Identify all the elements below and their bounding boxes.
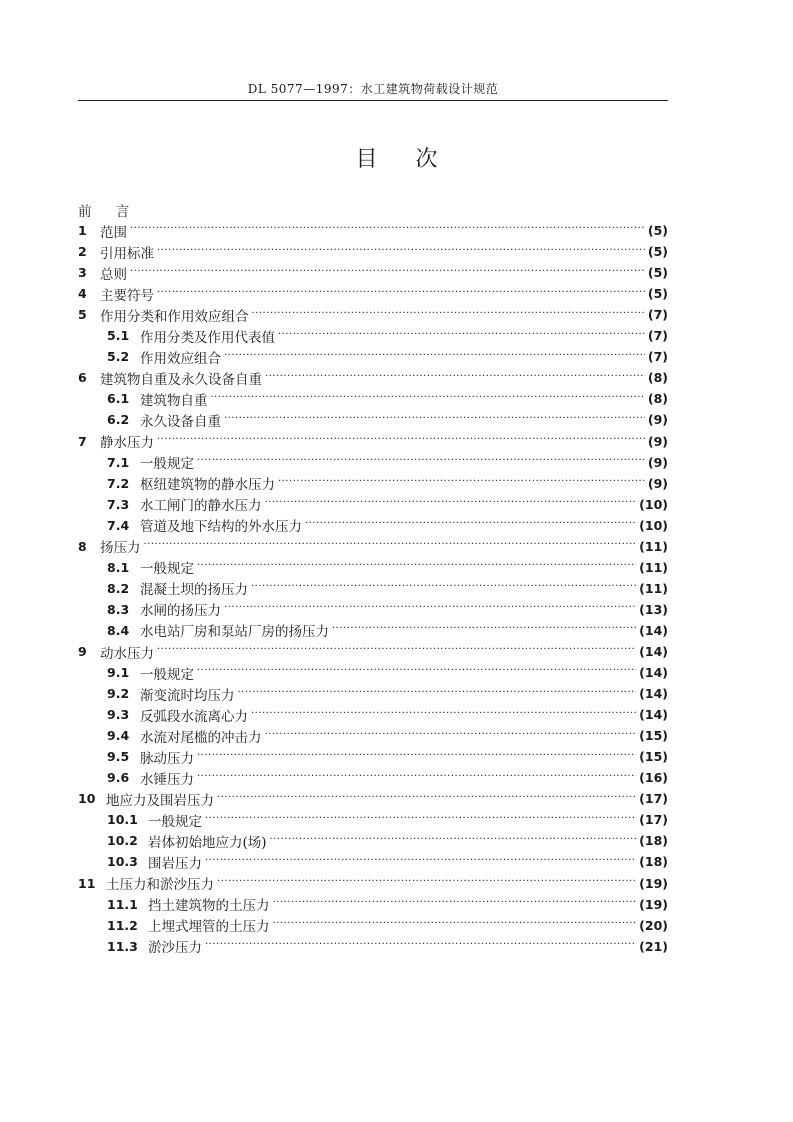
toc-entry[interactable] [78,557,668,578]
toc-entry-label: 扬压力 [100,540,141,557]
toc-entry-page: (9) [647,412,668,428]
toc-entry-number: 8 [78,538,87,554]
toc-entry[interactable] [78,578,668,599]
toc-entry-label: 一般规定 [140,561,194,578]
toc-entry[interactable] [78,641,668,662]
toc-entry-page: (11) [639,559,668,575]
toc-entry-page: (7) [647,328,668,344]
toc-entry-number: 7 [78,433,87,449]
toc-entries [78,220,668,957]
toc-entry-page: (15) [639,728,668,744]
toc-entry-page: (9) [647,433,668,449]
dot-leader [270,833,637,849]
toc-entry-number: 10 [78,791,96,807]
toc-entry-page: (17) [639,812,668,828]
dot-leader [197,559,636,575]
toc-entry-label: 总则 [100,266,127,283]
toc-entry-label: 一般规定 [148,813,202,830]
toc-entry-page: (20) [639,917,668,933]
toc-entry-label: 水电站厂房和泵站厂房的扬压力 [140,624,329,641]
dot-leader [251,707,636,723]
toc-entry-label: 脉动压力 [140,750,194,767]
toc-entry-label: 管道及地下结构的外水压力 [140,519,302,536]
dot-leader [157,244,645,260]
toc-entry-number: 10.3 [107,854,138,870]
dot-leader [273,917,637,933]
toc-entry-page: (5) [647,223,668,239]
toc-entry-page: (16) [639,770,668,786]
dot-leader [265,370,645,386]
toc-entry-page: (14) [639,665,668,681]
toc-entry-label: 挡土建筑物的土压力 [148,898,270,915]
dot-leader [265,496,637,512]
toc-entry-label: 建筑物自重 [140,392,208,409]
toc-entry-label: 范围 [100,224,127,241]
toc-entry-page: (9) [647,454,668,470]
toc-entry-label: 渐变流时均压力 [140,687,235,704]
toc-entry-number: 5.2 [107,349,130,365]
toc-entry-number: 9.6 [107,770,130,786]
dot-leader [211,391,645,407]
toc-entry-page: (17) [639,791,668,807]
dot-leader [205,938,636,954]
toc-entry-page: (14) [639,686,668,702]
toc-entry-page: (7) [647,307,668,323]
toc-entry-label: 一般规定 [140,666,194,683]
toc-entry-label: 混凝土坝的扬压力 [140,582,248,599]
toc-entry[interactable] [78,473,668,494]
dot-leader [278,475,645,491]
dot-leader [251,580,636,596]
toc-entry-label: 作用分类及作用代表值 [140,329,275,346]
toc-entry-number: 5.1 [107,328,130,344]
dot-leader [224,412,645,428]
toc-entry-page: (19) [639,896,668,912]
toc-entry[interactable] [78,683,668,704]
toc-entry[interactable] [78,409,668,430]
toc-entry-number: 6.2 [107,412,130,428]
dot-leader [157,433,645,449]
toc-entry-number: 11 [78,875,96,891]
toc-entry-page: (11) [639,538,668,554]
toc-entry[interactable] [78,830,668,851]
dot-leader [197,664,636,680]
toc-preface[interactable] [78,199,668,220]
dot-leader [157,643,636,659]
toc-entry-label: 土压力和淤沙压力 [106,877,214,894]
toc-entry-page: (14) [639,622,668,638]
table-of-contents [78,199,668,957]
toc-entry[interactable] [78,241,668,262]
toc-entry[interactable] [78,325,668,346]
toc-entry-label: 围岩压力 [148,855,202,872]
toc-entry[interactable] [78,894,668,915]
toc-entry-number: 9.3 [107,707,130,723]
toc-entry[interactable] [78,536,668,557]
dot-leader [252,307,645,323]
toc-entry-label: 作用分类和作用效应组合 [100,308,249,325]
toc-entry[interactable] [78,304,668,325]
toc-entry-page: (21) [639,938,668,954]
dot-leader [205,812,636,828]
toc-entry-number: 9.5 [107,749,130,765]
toc-entry-label: 地应力及围岩压力 [106,792,214,809]
toc-entry-number: 7.1 [107,454,130,470]
toc-entry-page: (5) [647,286,668,302]
toc-entry[interactable] [78,725,668,746]
dot-leader [224,349,645,365]
toc-entry-page: (7) [647,349,668,365]
toc-entry[interactable] [78,915,668,936]
toc-entry[interactable] [78,746,668,767]
toc-entry-number: 9.4 [107,728,130,744]
toc-entry-label: 枢纽建筑物的静水压力 [140,477,275,494]
toc-entry-label: 水工闸门的静水压力 [140,498,262,515]
toc-entry-page: (18) [639,833,668,849]
dot-leader [278,328,645,344]
toc-entry-page: (8) [647,391,668,407]
dot-leader [205,854,636,870]
toc-entry-number: 8.1 [107,559,130,575]
toc-entry[interactable] [78,704,668,725]
toc-entry-label: 一般规定 [140,456,194,473]
toc-entry-number: 2 [78,244,87,260]
toc-entry-number: 6.1 [107,391,130,407]
toc-entry[interactable] [78,431,668,452]
toc-entry-label: 淤沙压力 [148,940,202,957]
dot-leader [197,454,645,470]
toc-entry-label: 水锤压力 [140,771,194,788]
toc-entry[interactable] [78,788,668,809]
toc-entry-number: 8.3 [107,601,130,617]
toc-entry-number: 9.2 [107,686,130,702]
toc-entry-number: 10.1 [107,812,138,828]
toc-entry[interactable] [78,599,668,620]
toc-entry[interactable] [78,452,668,473]
dot-leader [130,265,645,281]
toc-entry[interactable] [78,346,668,367]
toc-entry-number: 9 [78,644,87,659]
toc-entry[interactable] [78,662,668,683]
toc-entry[interactable] [78,367,668,388]
toc-entry[interactable] [78,767,668,788]
toc-entry-page: (9) [647,475,668,491]
running-header: DL 5077—1997：水工建筑物荷载设计规范 [247,82,499,96]
toc-entry-number: 7.2 [107,475,130,491]
toc-entry-number: 7.4 [107,517,130,533]
header-rule [78,100,668,101]
toc-entry-page: (13) [639,601,668,617]
toc-entry-page: (8) [647,370,668,386]
toc-entry-page: (10) [639,517,668,533]
toc-entry-label: 岩体初始地应力(场) [148,834,267,851]
dot-leader [197,770,636,786]
toc-entry-number: 7.3 [107,496,130,512]
toc-entry-number: 3 [78,265,87,281]
toc-entry-page: (5) [647,244,668,260]
toc-entry-label: 水流对尾槛的冲击力 [140,729,262,746]
toc-entry-number: 8.4 [107,622,130,638]
toc-entry-number: 11.2 [107,917,138,933]
dot-leader [197,749,636,765]
toc-entry[interactable] [78,515,668,536]
toc-entry-number: 9.1 [107,665,130,681]
toc-entry-label: 静水压力 [100,435,154,452]
toc-entry-page: (11) [639,580,668,596]
dot-leader [265,728,637,744]
toc-entry-page: (5) [647,265,668,281]
toc-entry-number: 6 [78,370,87,386]
toc-entry-page: (10) [639,496,668,512]
page-title: 目次 [355,147,476,172]
dot-leader [144,538,637,554]
toc-entry-label: 作用效应组合 [140,350,221,367]
toc-entry-label: 反弧段水流离心力 [140,708,248,725]
dot-leader [273,896,637,912]
toc-entry-number: 10.2 [107,833,138,849]
toc-entry-label: 上埋式埋管的土压力 [148,919,270,936]
toc-entry-number: 5 [78,307,87,323]
dot-leader [224,601,636,617]
toc-preface-label: 前 言 [78,203,140,220]
toc-entry-label: 引用标准 [100,245,154,262]
toc-entry[interactable] [78,873,668,894]
toc-entry-number: 8.2 [107,580,130,596]
toc-entry-page: (14) [639,707,668,723]
dot-leader [238,686,637,702]
toc-entry[interactable] [78,851,668,872]
toc-entry[interactable] [78,809,668,830]
toc-entry-page: (14) [639,644,668,659]
dot-leader [217,875,636,891]
toc-entry-number: 4 [78,286,87,302]
dot-leader [305,517,636,533]
toc-entry[interactable] [78,283,668,304]
dot-leader [217,791,636,807]
toc-entry-page: (19) [639,875,668,891]
toc-entry-number: 1 [78,223,87,239]
toc-entry-label: 建筑物自重及永久设备自重 [100,371,262,388]
toc-entry[interactable] [78,620,668,641]
dot-leader [130,222,645,238]
toc-entry-label: 水闸的扬压力 [140,603,221,620]
dot-leader [157,286,645,302]
toc-entry[interactable] [78,388,668,409]
toc-entry[interactable] [78,220,668,241]
toc-entry-label: 动水压力 [100,645,154,662]
toc-entry[interactable] [78,936,668,957]
toc-entry-number: 11.3 [107,938,138,954]
dot-leader [332,622,636,638]
toc-entry-page: (15) [639,749,668,765]
toc-entry[interactable] [78,262,668,283]
toc-entry[interactable] [78,494,668,515]
toc-entry-label: 永久设备自重 [140,413,221,430]
toc-entry-number: 11.1 [107,896,138,912]
toc-entry-label: 主要符号 [100,287,154,304]
toc-entry-page: (18) [639,854,668,870]
